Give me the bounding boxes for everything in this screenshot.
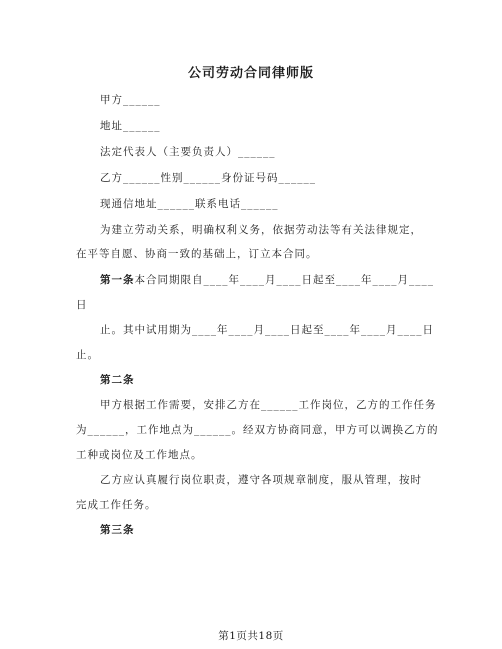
article-one-paragraph bbox=[100, 272, 434, 287]
article-two-line-3: 工种或岗位及工作地点。 bbox=[76, 449, 203, 461]
article-one-text: 本合同期限自____年____月____日起至____年____月____ bbox=[134, 274, 434, 286]
contact-address-line: 现通信地址______联系电话______ bbox=[100, 198, 279, 210]
duty-line-2: 完成工作任务。 bbox=[76, 499, 157, 511]
preamble-line-1: 为建立劳动关系，明确权利义务，依据劳动法等有关法律规定， bbox=[100, 224, 422, 236]
preamble-line-2: 在平等自愿、协商一致的基础上，订立本合同。 bbox=[76, 248, 318, 260]
page-indicator: 第1页共18页 bbox=[218, 630, 284, 642]
article-two-heading: 第二条 bbox=[100, 374, 135, 386]
legal-representative-line: 法定代表人（主要负责人）______ bbox=[100, 146, 276, 158]
party-a-line: 甲方______ bbox=[100, 94, 161, 106]
address-line: 地址______ bbox=[100, 120, 161, 132]
article-one-heading: 第一条 bbox=[100, 274, 135, 286]
probation-line-1: 止。其中试用期为____年____月____日起至____年____月____日 bbox=[100, 324, 434, 336]
article-three-heading: 第三条 bbox=[100, 524, 135, 536]
article-two-line-1: 甲方根据工作需要，安排乙方在______工作岗位，乙方的工作任务 bbox=[100, 399, 437, 411]
article-one-line-2: 日 bbox=[76, 299, 88, 311]
article-two-line-2: 为______，工作地点为______。经双方协商同意，甲方可以调换乙方的 bbox=[76, 424, 439, 436]
party-b-line: 乙方______性别______身份证号码______ bbox=[100, 172, 316, 184]
document-title: 公司劳动合同律师版 bbox=[187, 66, 314, 81]
probation-line-2: 止。 bbox=[76, 349, 99, 361]
duty-line-1: 乙方应认真履行岗位职责，遵守各项规章制度，服从管理，按时 bbox=[100, 474, 422, 486]
